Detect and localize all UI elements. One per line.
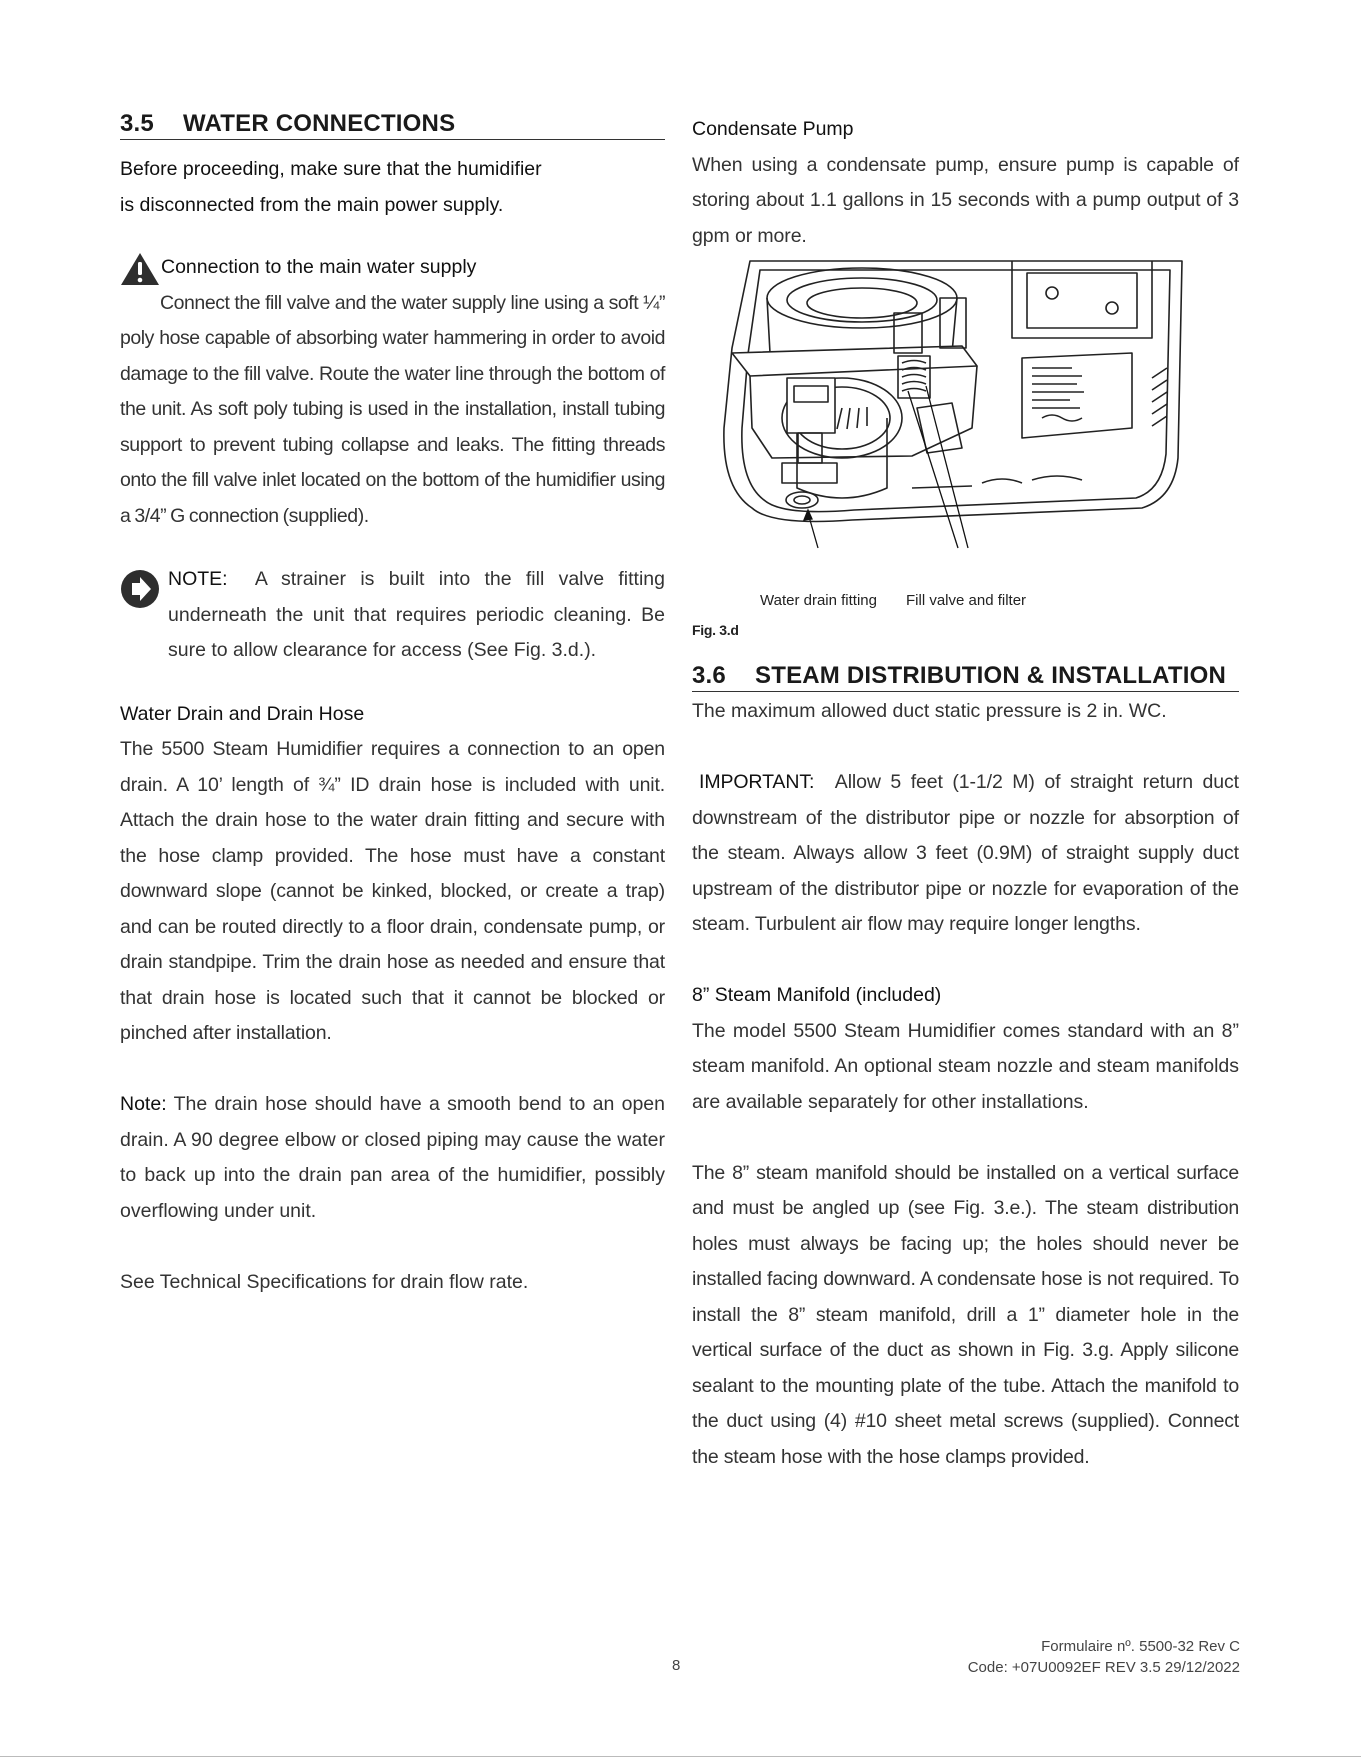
note2-text: The drain hose should have a smooth bend to an open drain. A 90 degree elbow or closed piping may cause the water to back up into the drain pan area of the humidifier, possibly overflowing under unit.: [120, 1093, 665, 1222]
section-number: 3.6: [692, 662, 726, 689]
section-heading-3-5: [120, 110, 665, 140]
section-title: STEAM DISTRIBUTION & INSTALLATION: [755, 662, 1227, 689]
manifold-heading: 8” Steam Manifold (included): [692, 984, 942, 1006]
manifold-paragraph-1: The model 5500 Steam Humidifier comes standard with an 8” steam manifold. An optional steam nozzle and steam manifolds are available separately for other installations.: [692, 1019, 1239, 1113]
important-paragraph: [692, 765, 1239, 943]
warning-triangle-icon: [120, 252, 160, 286]
note2-paragraph: [120, 1087, 665, 1229]
footer-document-info: [968, 1636, 1240, 1678]
note2-label: Note:: [120, 1093, 167, 1115]
figure-label-drain: Water drain fitting: [760, 592, 877, 609]
warning-paragraph-text: Connect the fill valve and the water supply line using a soft ¼” poly hose capable of absorbing water hammering in order to avoid damage to the fill valve. Route the water line through the bottom of the unit. As soft poly tubing is used in the installation, install tubing support to prevent tubing collapse and leaks. The fitting threads onto the fill valve inlet located on the bottom of the humidifier using a 3/4” G connection (supplied).: [120, 291, 665, 527]
drain-heading: Water Drain and Drain Hose: [120, 702, 365, 725]
figure-caption: Fig. 3.d: [692, 622, 739, 638]
footer-form-number: Formulaire nº. 5500-32 Rev C: [1041, 1638, 1240, 1655]
page-number: 8: [672, 1657, 681, 1674]
figure-label-fill: Fill valve and filter: [906, 592, 1027, 609]
warning-heading: Connection to the main water supply: [161, 256, 477, 278]
pump-paragraph: When using a condensate pump, ensure pump is capable of storing about 1.1 gallons in 15 seconds with a pump output of 3 gpm or more.: [692, 153, 1239, 247]
section-title: WATER CONNECTIONS: [183, 110, 456, 137]
footer-code: Code: +07U0092EF REV 3.5 29/12/2022: [967, 1659, 1240, 1676]
note-block: [120, 562, 665, 669]
section-number: 3.5: [120, 110, 154, 137]
humidifier-illustration: [712, 258, 1192, 588]
note-text: A strainer is built into the fill valve fitting underneath the unit that requires periodic cleaning. Be sure to allow clearance for access (See Fig. 3.d.).: [168, 568, 665, 661]
see-specs-line: See Technical Specifications for drain flow rate.: [120, 1270, 529, 1293]
left-column: [120, 110, 665, 1300]
important-text: Allow 5 feet (1-1/2 M) of straight return duct downstream of the distributor pipe or nozzle for absorption of the steam. Always allow 3 feet (0.9M) of straight supply duct upstream of the distributor pipe or nozzle for evaporation of the steam. Turbulent air flow may require longer lengths.: [692, 771, 1239, 935]
section-heading-3-6: [692, 662, 1239, 692]
footer-rule: [0, 1756, 1361, 1757]
intro-line-1: Before proceeding, make sure that the humidifier: [120, 158, 542, 180]
note-label: NOTE:: [168, 568, 228, 590]
right-column: [692, 112, 1239, 1475]
manifold-paragraph-2: The 8” steam manifold should be installed on a vertical surface and must be angled up (see Fig. 3.e.). The steam distribution holes must always be facing up; the holes should never be installed facing downward. A condensate hose is not required. To install the 8” steam manifold, drill a 1” diameter hole in the vertical surface of the duct as shown in Fig. 3.g. Apply silicone sealant to the mounting plate of the tube. Attach the manifold to the duct using (4) #10 sheet metal screws (supplied). Connect the steam hose with the hose clamps provided.: [692, 1161, 1239, 1468]
important-label: IMPORTANT:: [699, 771, 815, 793]
figure-3-d: [692, 258, 1239, 643]
warning-paragraph: [120, 286, 665, 535]
drain-paragraph: The 5500 Steam Humidifier requires a connection to an open drain. A 10’ length of ¾” ID drain hose is included with unit. Attach the drain hose to the water drain fitting and secure with the hose clamp provided. The hose must have a constant downward slope (cannot be kinked, blocked, or create a trap) and can be routed directly to a floor drain, condensate pump, or drain standpipe. Trim the drain hose as needed and ensure that that drain hose is located such that it cannot be blocked or pinched after installation.: [120, 738, 665, 1044]
intro-line-2: is disconnected from the main power supply.: [120, 193, 504, 216]
warning-heading-row: [120, 250, 665, 286]
note-arrow-icon: [120, 562, 160, 614]
pump-heading: Condensate Pump: [692, 118, 854, 140]
note-paragraph: [160, 562, 665, 669]
pressure-line: The maximum allowed duct static pressure is 2 in. WC.: [692, 700, 1167, 722]
